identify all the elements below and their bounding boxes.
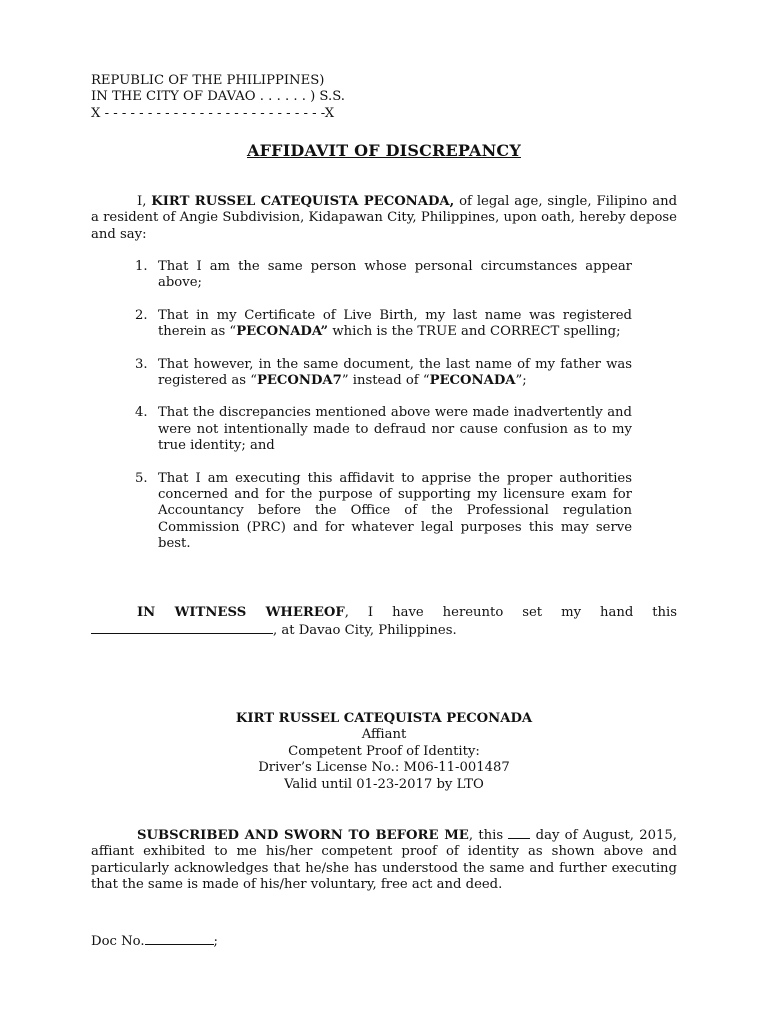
list-item bbox=[91, 471, 632, 553]
proof-of-identity-label: Competent Proof of Identity: bbox=[288, 743, 480, 759]
venue-block bbox=[91, 73, 345, 122]
doc-number bbox=[91, 932, 218, 950]
depositions-list bbox=[91, 259, 632, 553]
list-item bbox=[91, 405, 632, 454]
affiant-name-inline: KIRT RUSSEL CATEQUISTA PECONADA, bbox=[151, 194, 455, 209]
doc-number-label: Doc No. bbox=[91, 934, 145, 949]
license-validity: Valid until 01-23-2017 by LTO bbox=[284, 776, 484, 792]
drivers-license: Driver’s License No.: M06-11-001487 bbox=[258, 760, 510, 776]
item-text: That in my Certificate of Live Birth, my last name was registered therein as “ bbox=[158, 307, 632, 340]
day-blank-line bbox=[508, 826, 530, 839]
doc-number-end: ; bbox=[213, 934, 218, 949]
item-text: which is the TRUE and CORRECT spelling; bbox=[328, 324, 621, 340]
witness-paragraph bbox=[91, 605, 677, 640]
jurat-heading: SUBSCRIBED AND SWORN TO BEFORE ME bbox=[137, 828, 469, 843]
affiant-name: KIRT RUSSEL CATEQUISTA PECONADA bbox=[235, 711, 533, 726]
item-bold: PECONDA7 bbox=[256, 373, 342, 389]
witness-text-end: , at Davao City, Philippines. bbox=[273, 623, 457, 639]
venue-line-separator: X - - - - - - - - - - - - - - - - - - - - - - - - - -X bbox=[91, 105, 335, 121]
item-bold: PECONADA” bbox=[236, 324, 329, 340]
item-number: 5. bbox=[135, 470, 148, 486]
affiant-role: Affiant bbox=[361, 727, 407, 743]
intro-rest: of legal age, single, Filipino and a resident of Angie Subdivision, Kidapawan City, Philippines, upon oath, hereby depose and say: bbox=[91, 194, 678, 242]
jurat-text: , this bbox=[468, 828, 509, 843]
item-number: 3. bbox=[135, 356, 148, 372]
affiant-block bbox=[0, 711, 768, 793]
jurat-text-rest: day of August, 2015, affiant exhibited to me his/her competent proof of identity as shown above and particularly acknowledges that he/she has understood the same and further executing that the same is made of his/her voluntary, free act and deed. bbox=[91, 828, 677, 893]
intro-prefix: I, bbox=[137, 194, 152, 209]
witness-text: , I have hereunto set my hand this bbox=[344, 605, 677, 620]
jurat-paragraph bbox=[91, 826, 677, 894]
item-text: That I am the same person whose personal circumstances appear above; bbox=[158, 259, 632, 291]
item-number: 4. bbox=[135, 405, 148, 421]
list-item bbox=[91, 357, 632, 390]
intro-paragraph bbox=[91, 194, 677, 243]
venue-line-city: IN THE CITY OF DAVAO . . . . . . ) S.S. bbox=[91, 89, 345, 105]
witness-heading: IN WITNESS WHEREOF bbox=[137, 605, 345, 620]
document-title: AFFIDAVIT OF DISCREPANCY bbox=[247, 141, 521, 160]
doc-number-blank-line bbox=[145, 932, 214, 945]
item-text: That I am executing this affidavit to apprise the proper authorities concerned and for the purpose of supporting my licensure exam for Accountancy before the Office of the Professional regulation Commission (PRC) and for whatever legal purposes this may serve best. bbox=[158, 470, 632, 552]
item-number: 2. bbox=[135, 307, 148, 323]
venue-line-republic: REPUBLIC OF THE PHILIPPINES) bbox=[91, 73, 325, 88]
item-number: 1. bbox=[135, 259, 148, 274]
list-item bbox=[91, 308, 632, 341]
item-text: That however, in the same document, the last name of my father was registered as “ bbox=[158, 356, 632, 389]
item-bold: PECONADA bbox=[429, 373, 516, 389]
item-text: ” instead of “ bbox=[341, 373, 430, 389]
item-text: ”; bbox=[515, 373, 527, 389]
item-text: That the discrepancies mentioned above were made inadvertently and were not intentionally made to defraud nor cause confusion as to my true identity; and bbox=[158, 405, 632, 454]
date-blank-line bbox=[91, 621, 273, 634]
list-item bbox=[91, 259, 632, 292]
